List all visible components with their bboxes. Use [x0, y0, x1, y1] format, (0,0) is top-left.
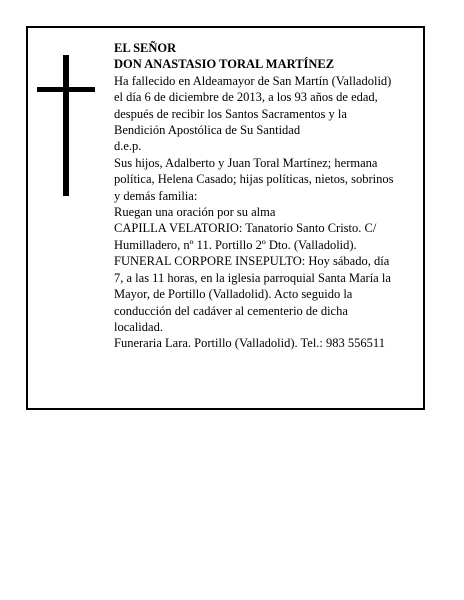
notice-line: después de recibir los Santos Sacramentos y la	[114, 106, 347, 121]
deceased-title: EL SEÑOR	[114, 41, 177, 55]
notice-line: el día 6 de diciembre de 2013, a los 93 años de edad,	[114, 90, 378, 105]
deceased-name: DON ANASTASIO TORAL MARTÍNEZ	[114, 57, 335, 72]
notice-line: política, Helena Casado; hijas políticas, nietos, sobrinos	[114, 172, 394, 187]
cross-icon	[63, 55, 69, 196]
notice-line: Ha fallecido en Aldeamayor de San Martín (Valladolid)	[114, 73, 392, 88]
notice-line: Mayor, de Portillo (Valladolid). Acto seguido la	[114, 287, 353, 302]
notice-line-prayer: Ruegan una oración por su alma	[114, 205, 276, 220]
notice-line-funeral: FUNERAL CORPORE INSEPULTO: Hoy sábado, día	[114, 254, 390, 269]
notice-line: y demás familia:	[114, 188, 198, 203]
notice-line: localidad.	[114, 319, 163, 334]
notice-line-chapel: CAPILLA VELATORIO: Tanatorio Santo Cristo. C/	[114, 221, 377, 236]
notice-line: Humilladero, nº 11. Portillo 2º Dto. (Valladolid).	[114, 237, 357, 252]
notice-line: Bendición Apostólica de Su Santidad	[114, 123, 301, 138]
notice-line: Sus hijos, Adalberto y Juan Toral Martínez; hermana	[114, 155, 378, 170]
cross-icon-bar	[37, 87, 95, 92]
notice-line: conducción del cadáver al cementerio de dicha	[114, 303, 348, 318]
notice-line-dep: d.e.p.	[114, 139, 142, 154]
notice-line-funeral-home: Funeraria Lara. Portillo (Valladolid). Tel.: 983 556511	[114, 336, 385, 351]
notice-line: 7, a las 11 horas, en la iglesia parroquial Santa María la	[114, 270, 391, 285]
obituary-text	[114, 40, 420, 352]
